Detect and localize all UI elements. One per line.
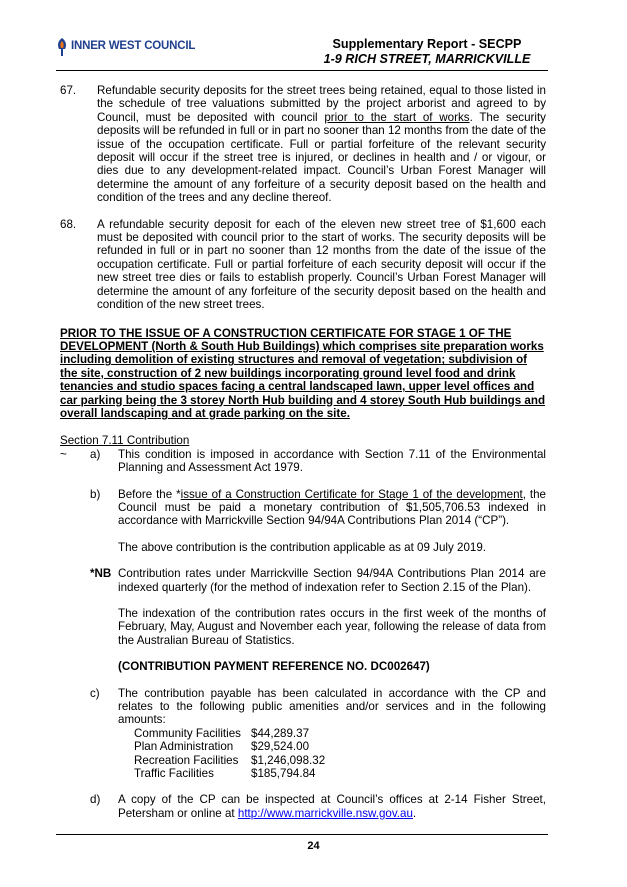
clause-text: The contribution payable has been calculated in accordance with the CP and relates to the following public amenities and/or services and in the following amounts: Community Facilities $44,289.37 Plan Administration $29,524.00 Recreation Facilities $1,246,098.32 Traffic Facilities $185,794.84 — [118, 686, 546, 781]
table-row: Recreation Facilities $1,246,098.32 — [134, 753, 326, 767]
section-heading: PRIOR TO THE ISSUE OF A CONSTRUCTION CERTIFICATE FOR STAGE 1 OF THE DEVELOPMENT (North & South Hub Buildings) which comprises site preparation works including demolition of existing structures and removal of vegetation; subdivision of the site, construction of 2 new buildings incorporating ground level food and drink tenancies and studio spaces facing a central landscaped lawn, upper level offices and car parking being the 3 storey North Hub building and 4 storey South Hub buildings and overall landscaping and at grade parking on the site. — [60, 326, 546, 420]
council-logo — [56, 38, 195, 56]
nb-label: *NB — [90, 567, 112, 581]
clause-text: Before the *issue of a Construction Certificate for Stage 1 of the development, the Council must be paid a monetary contribution of $1,505,706.53 indexed in accordance with Marrickville Section 94/94A Contributions Plan 2014 (“CP”). — [118, 487, 547, 528]
report-header — [307, 37, 547, 67]
clause-label: b) — [90, 487, 101, 501]
payment-reference: (CONTRIBUTION PAYMENT REFERENCE NO. DC002647) — [118, 660, 430, 674]
clause-label: a) — [90, 447, 101, 461]
clause-text: This condition is imposed in accordance with Section 7.11 of the Environmental Planning and Assessment Act 1979. — [118, 447, 546, 475]
condition-67 — [60, 84, 546, 205]
report-title: Supplementary Report - SECPP — [332, 37, 522, 51]
amounts-table — [134, 727, 546, 781]
tree-logo-icon — [56, 38, 68, 56]
document-body — [60, 84, 546, 820]
logo-text: INNER WEST COUNCIL — [71, 40, 196, 53]
clause-a — [60, 448, 546, 475]
clause-b — [60, 488, 546, 528]
condition-68 — [60, 218, 546, 312]
clause-d — [60, 793, 546, 820]
clause-text: A copy of the CP can be inspected at Council’s offices at 2-14 Fisher Street, Petersham or online at http://www.marrickville.nsw.gov.au. — [118, 793, 546, 820]
condition-number: 68. — [60, 217, 77, 231]
page-number: 24 — [307, 840, 320, 852]
table-row: Traffic Facilities $185,794.84 — [134, 767, 316, 781]
clause-label: c) — [90, 686, 100, 700]
indexation-note: The indexation of the contribution rates occurs in the first week of the months of February, May, August and November each year, following the release of data from the Australian Bureau of Statistics. — [118, 607, 546, 647]
section-title: Section 7.11 Contribution — [60, 434, 190, 448]
table-row: Plan Administration $29,524.00 — [134, 740, 310, 754]
condition-text: Refundable security deposits for the street trees being retained, equal to those listed in the schedule of tree valuations submitted by the project arborist and agreed to by Council, must be deposited with council prior to the start of works. The security deposits will be refunded in full or in part no sooner than 12 months from the date of the issue of the occupation certificate. Full or partial forfeiture of the relevant security deposit will occur if the street tree is injured, or declines in health and / or vigour, or dies due to any development-related impact. Council’s Urban Forest Manager will determine the amount of any forfeiture of a security deposit based on the health and condition of the trees and any decline thereof. — [97, 84, 546, 205]
tilde-mark: ~ — [60, 447, 67, 461]
contribution-date-note: The above contribution is the contribution applicable as at 09 July 2019. — [118, 540, 487, 554]
clause-label: d) — [90, 793, 101, 807]
nb-note — [60, 567, 546, 594]
header-divider — [56, 70, 548, 71]
council-website-link[interactable]: http://www.marrickville.nsw.gov.au — [237, 806, 413, 820]
nb-text: Contribution rates under Marrickville Section 94/94A Contributions Plan 2014 are indexed quarterly (for the method of indexation refer to Section 2.15 of the Plan). — [118, 567, 546, 594]
clause-c — [60, 687, 546, 781]
footer-divider — [56, 834, 548, 835]
condition-number: 67. — [60, 84, 77, 97]
condition-text: A refundable security deposit for each of the eleven new street tree of $1,600 each must be deposited with council prior to the start of works. The security deposits will be refunded in full or in part no sooner than 12 months from the date of the issue of the occupation certificate. Full or partial forfeiture of each security deposit will occur if the new street tree dies or fails to establish properly. Council’s Urban Forest Manager will determine the amount of any forfeiture of the security deposit based on the health and condition of the new street trees. — [97, 217, 546, 312]
report-address: 1-9 RICH STREET, MARRICKVILLE — [323, 52, 531, 66]
table-row: Community Facilities $44,289.37 — [134, 726, 310, 740]
